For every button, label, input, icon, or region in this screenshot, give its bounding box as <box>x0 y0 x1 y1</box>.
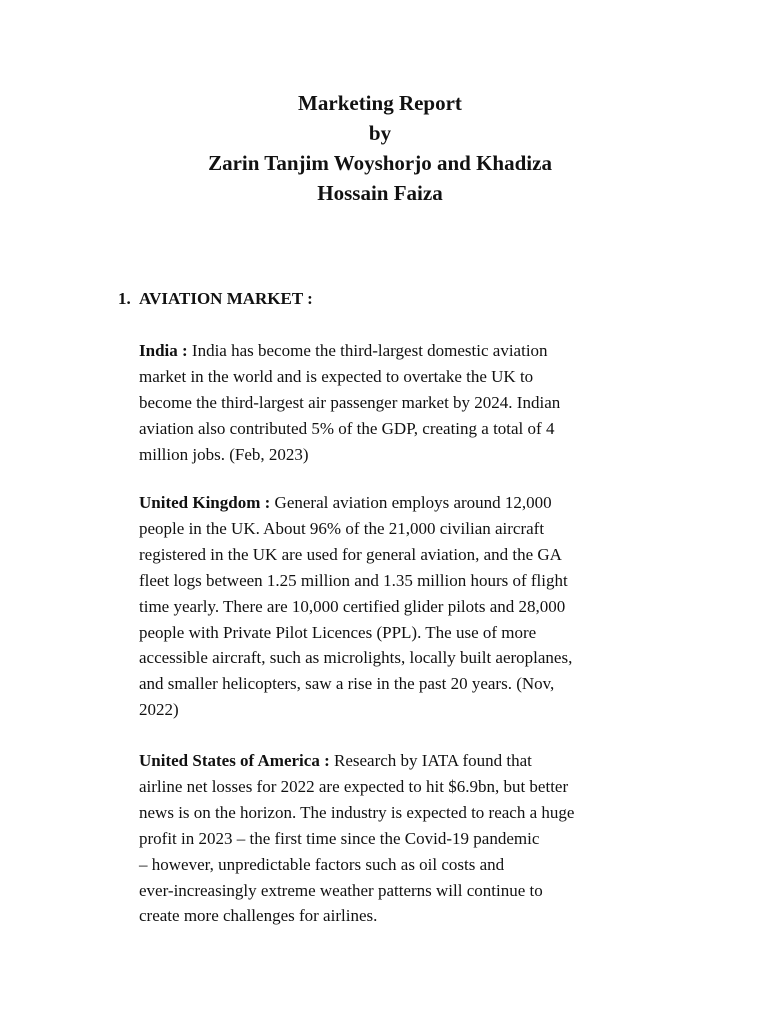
paragraph-line <box>139 748 679 774</box>
paragraph-line: time yearly. There are 10,000 certified glider pilots and 28,000 <box>139 596 566 616</box>
paragraph-line: fleet logs between 1.25 million and 1.35 million hours of flight <box>139 570 568 590</box>
paragraph-line: 2022) <box>139 700 179 720</box>
paragraph-text: India has become the third-largest domestic aviation <box>187 341 548 360</box>
paragraph-line: and smaller helicopters, saw a rise in the past 20 years. (Nov, <box>139 674 555 694</box>
paragraph-line: become the third-largest air passenger market by 2024. Indian <box>139 392 561 412</box>
paragraph-line: million jobs. (Feb, 2023) <box>139 444 309 464</box>
paragraph-line: people in the UK. About 96% of the 21,000 civilian aircraft <box>139 518 545 538</box>
paragraph-line: accessible aircraft, such as microlights, locally built aeroplanes, <box>139 648 573 668</box>
title-authors-line: Hossain Faiza <box>317 181 443 205</box>
paragraph-line: profit in 2023 – the first time since the Covid-19 pandemic <box>139 828 540 848</box>
report-title <box>200 88 560 208</box>
section-number: 1. <box>118 289 131 308</box>
paragraph-label: India : <box>139 341 188 360</box>
title-line: Marketing Report <box>298 91 462 115</box>
paragraph-label: United States of America : <box>139 751 330 770</box>
section-heading-text: AVIATION MARKET : <box>139 289 313 308</box>
section-heading <box>118 287 313 311</box>
paragraph-label: United Kingdom : <box>139 493 271 512</box>
paragraph-united-states <box>139 748 679 929</box>
paragraph-text: Research by IATA found that <box>329 751 532 770</box>
paragraph-line: people with Private Pilot Licences (PPL). The use of more <box>139 622 537 642</box>
paragraph-line: – however, unpredictable factors such as oil costs and <box>139 854 505 874</box>
paragraph-line <box>139 338 679 364</box>
paragraph-line <box>139 490 679 516</box>
paragraph-line: market in the world and is expected to overtake the UK to <box>139 366 534 386</box>
paragraph-line: aviation also contributed 5% of the GDP, creating a total of 4 <box>139 418 555 438</box>
title-authors-line: Zarin Tanjim Woyshorjo and Khadiza <box>208 151 552 175</box>
paragraph-line: ever-increasingly extreme weather patterns will continue to <box>139 880 543 900</box>
paragraph-india <box>139 338 679 468</box>
title-line: by <box>368 121 392 145</box>
paragraph-line: create more challenges for airlines. <box>139 906 378 926</box>
paragraph-line: registered in the UK are used for general aviation, and the GA <box>139 544 562 564</box>
paragraph-line: news is on the horizon. The industry is expected to reach a huge <box>139 802 575 822</box>
paragraph-line: airline net losses for 2022 are expected to hit $6.9bn, but better <box>139 776 569 796</box>
paragraph-text: General aviation employs around 12,000 <box>270 493 552 512</box>
paragraph-united-kingdom <box>139 490 679 723</box>
